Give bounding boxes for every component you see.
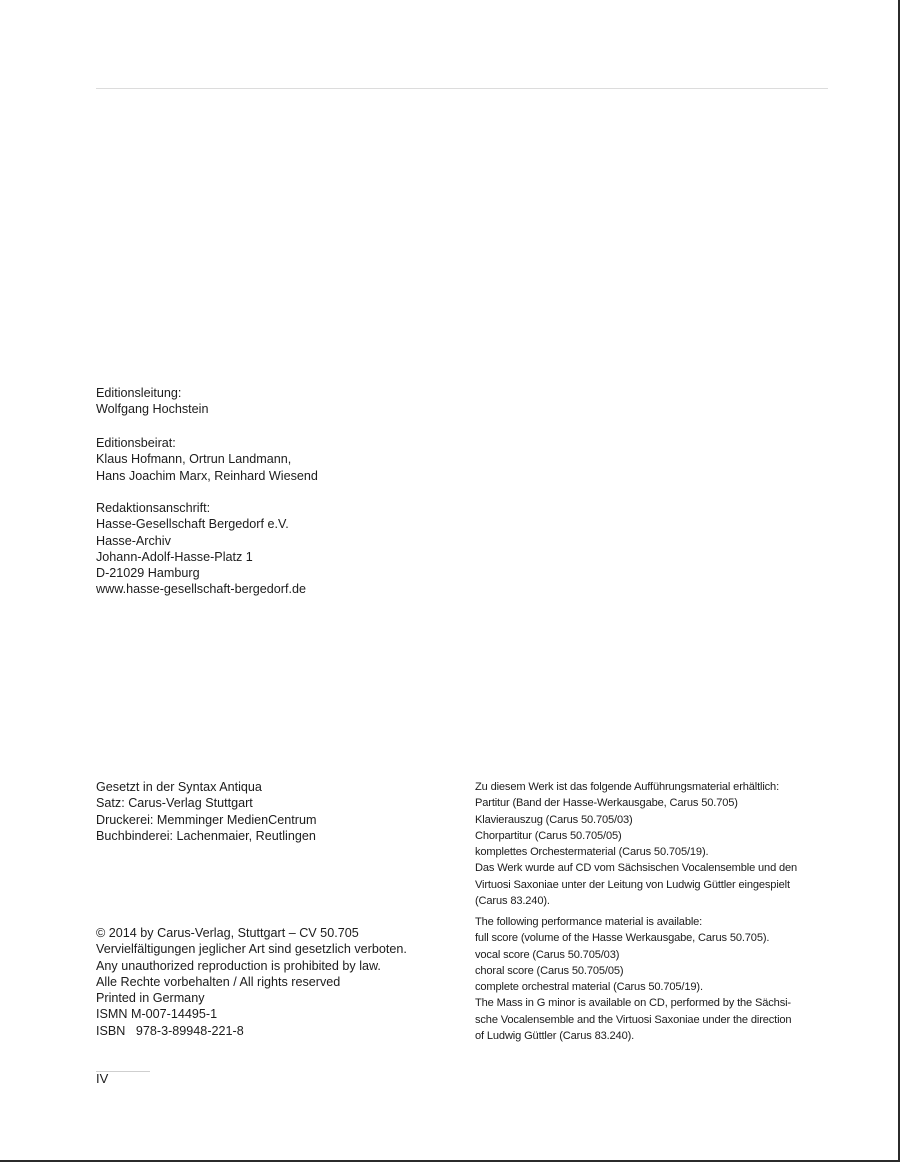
editorial-board-block xyxy=(96,435,318,484)
material-de-line: Chorpartitur (Carus 50.705/05) xyxy=(475,829,622,842)
editorial-board-line: Hans Joachim Marx, Reinhard Wiesend xyxy=(96,468,318,483)
material-en-line: of Ludwig Güttler (Carus 83.240). xyxy=(475,1030,635,1043)
material-en-line: The Mass in G minor is available on CD, performed by the Sächsi- xyxy=(475,997,791,1010)
production-line: Satz: Carus-Verlag Stuttgart xyxy=(96,796,253,811)
isbn-line: ISBN 978-3-89948-221-8 xyxy=(96,1023,244,1038)
material-de-line: Zu diesem Werk ist das folgende Aufführungsmaterial erhältlich: xyxy=(475,781,780,793)
address-line: Hasse-Archiv xyxy=(96,533,171,548)
address-website: www.hasse-gesellschaft-bergedorf.de xyxy=(96,582,307,597)
address-line: D-21029 Hamburg xyxy=(96,566,200,581)
performance-material-english xyxy=(475,914,791,1044)
material-en-line: complete orchestral material (Carus 50.705/19). xyxy=(475,981,703,994)
material-de-line: Das Werk wurde auf CD vom Sächsischen Vocalensemble und den xyxy=(475,862,798,875)
editorial-address-block xyxy=(96,500,306,598)
production-line: Buchbinderei: Lachenmaier, Reutlingen xyxy=(96,828,316,843)
copyright-line: Alle Rechte vorbehalten / All rights reserved xyxy=(96,974,341,989)
address-line: Johann-Adolf-Hasse-Platz 1 xyxy=(96,549,253,564)
material-en-line: vocal score (Carus 50.705/03) xyxy=(475,948,620,961)
material-de-line: komplettes Orchestermaterial (Carus 50.705/19). xyxy=(475,846,709,859)
material-en-line: choral score (Carus 50.705/05) xyxy=(475,964,624,977)
editorship-block xyxy=(96,385,208,418)
editorship-name: Wolfgang Hochstein xyxy=(96,402,209,417)
header-rule xyxy=(96,88,828,89)
production-line: Druckerei: Memminger MedienCentrum xyxy=(96,812,317,827)
copyright-line: Vervielfältigungen jeglicher Art sind gesetzlich verboten. xyxy=(96,942,407,957)
copyright-line: Printed in Germany xyxy=(96,991,205,1006)
material-en-line: full score (volume of the Hasse Werkausgabe, Carus 50.705). xyxy=(475,932,770,945)
material-de-line: Virtuosi Saxoniae unter der Leitung von Ludwig Güttler eingespielt xyxy=(475,878,790,891)
material-en-line: The following performance material is available: xyxy=(475,916,703,928)
copyright-line: Any unauthorized reproduction is prohibited by law. xyxy=(96,958,381,973)
material-de-line: (Carus 83.240). xyxy=(475,895,550,908)
editorship-label: Editionsleitung: xyxy=(96,386,182,400)
production-line: Gesetzt in der Syntax Antiqua xyxy=(96,780,262,794)
performance-material-german xyxy=(475,779,797,909)
editorial-board-label: Editionsbeirat: xyxy=(96,436,176,450)
address-line: Hasse-Gesellschaft Bergedorf e.V. xyxy=(96,517,289,532)
production-credits-block xyxy=(96,779,316,844)
material-de-line: Klavierauszug (Carus 50.705/03) xyxy=(475,813,633,826)
page-number: IV xyxy=(96,1071,109,1086)
editorial-board-line: Klaus Hofmann, Ortrun Landmann, xyxy=(96,452,292,467)
copyright-block xyxy=(96,925,407,1039)
material-de-line: Partitur (Band der Hasse-Werkausgabe, Carus 50.705) xyxy=(475,797,738,810)
address-label: Redaktionsanschrift: xyxy=(96,501,211,515)
copyright-line: © 2014 by Carus-Verlag, Stuttgart – CV 50.705 xyxy=(96,926,359,940)
ismn-line: ISMN M-007-14495-1 xyxy=(96,1007,218,1022)
material-en-line: sche Vocalensemble and the Virtuosi Saxoniae under the direction xyxy=(475,1013,792,1026)
